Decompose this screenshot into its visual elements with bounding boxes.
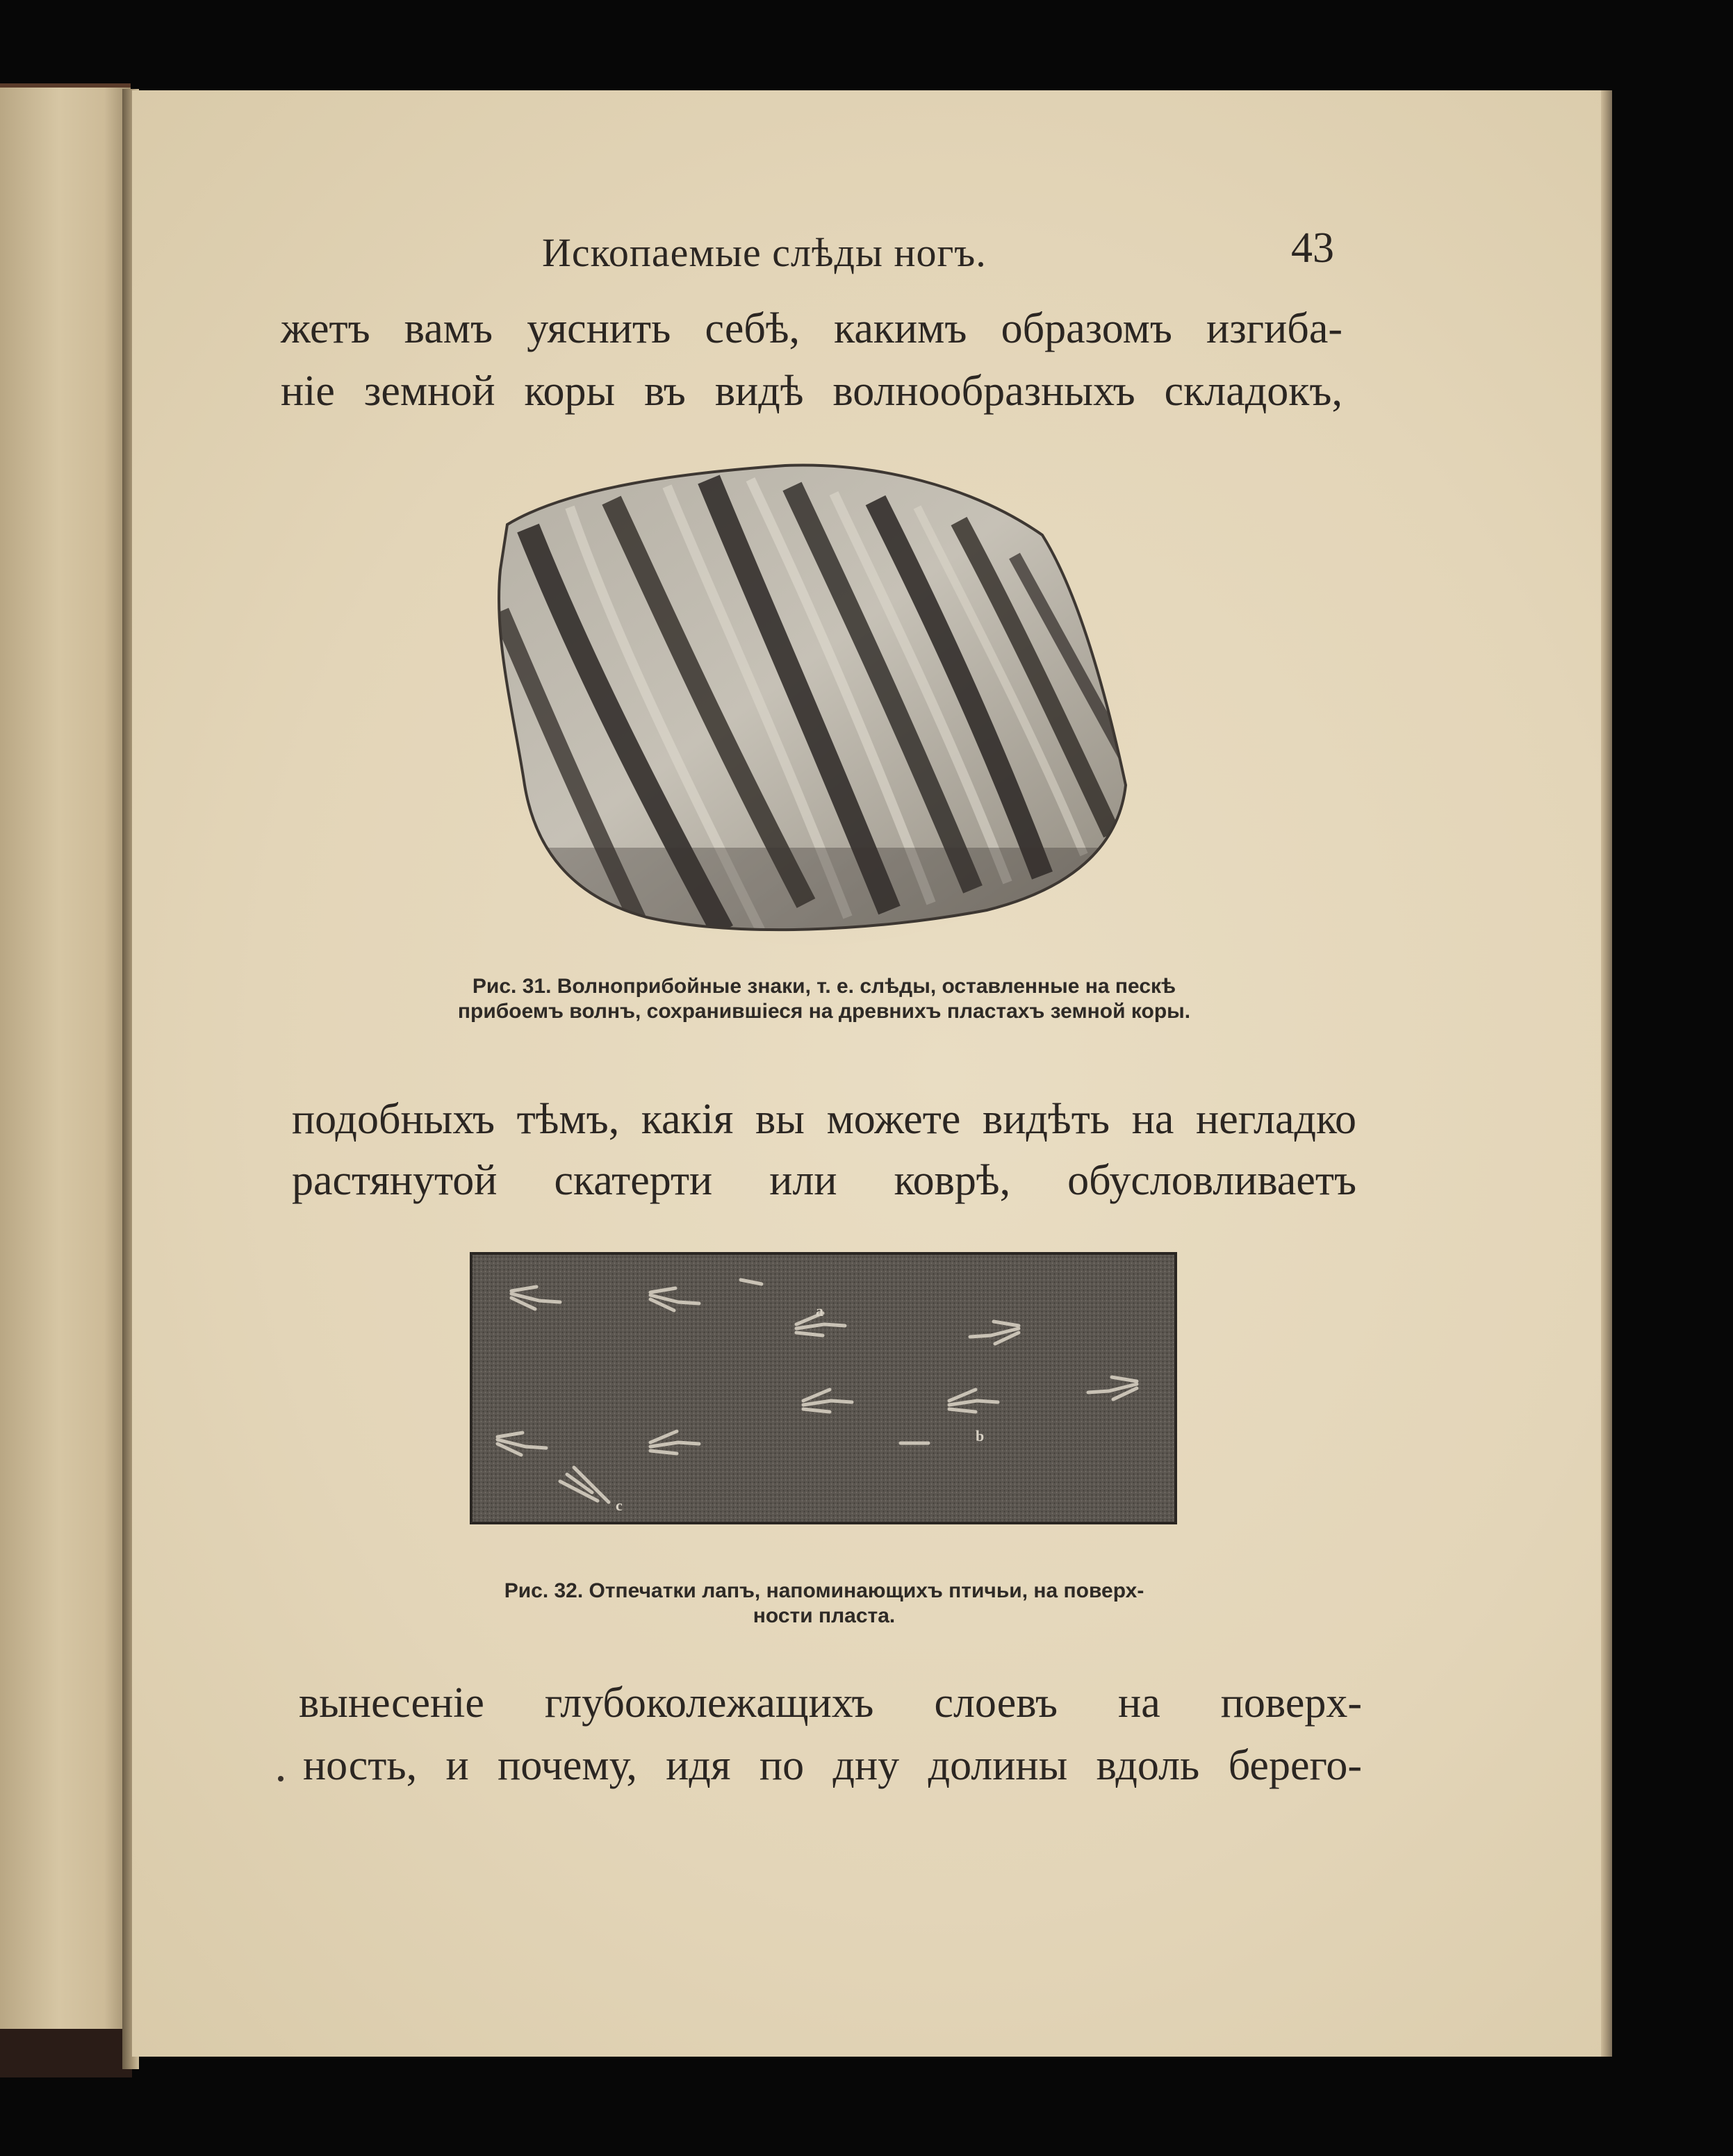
running-head: Ископаемые слѣды ногъ. [542, 230, 987, 275]
figure-31-caption [386, 974, 1262, 1024]
body-text-line: растянутой скатерти или коврѣ, обусловливаетъ [292, 1157, 1356, 1204]
caption-line: прибоемъ волнъ, сохранившіеся на древнихъ пластахъ земной коры. [457, 1000, 1191, 1023]
margin-ink-dot [278, 1776, 284, 1781]
previous-page-edge [0, 83, 131, 2075]
body-text-line: вынесеніе глубоколежащихъ слоевъ на поверх- [299, 1679, 1362, 1727]
page-stack-edge [1601, 90, 1612, 2057]
body-text-line: ніе земной коры въ видѣ волнообразныхъ складокъ, [281, 368, 1342, 415]
body-text-line: жетъ вамъ уяснить себѣ, какимъ образомъ изгиба- [281, 305, 1342, 352]
caption-line: Рис. 32. Отпечатки лапъ, напоминающихъ птичьи, на поверх- [504, 1579, 1144, 1602]
ripple-marked-rock-slab-icon [486, 459, 1153, 945]
figure-32-caption [393, 1579, 1255, 1629]
footprint-label-c: c [616, 1497, 623, 1514]
page-number: 43 [1291, 224, 1334, 272]
caption-line: ности пласта. [753, 1604, 896, 1627]
body-text-line: ность, и почему, идя по дну долины вдоль берего- [303, 1742, 1362, 1789]
book-cover-edge [0, 2029, 132, 2077]
bird-like-footprints-slab-icon [470, 1252, 1177, 1524]
body-text-line: подобныхъ тѣмъ, какія вы можете видѣть на негладко [292, 1096, 1356, 1143]
caption-line: Рис. 31. Волноприбойные знаки, т. е. слѣды, оставленные на пескѣ [472, 975, 1176, 998]
footprint-label-b: b [976, 1427, 985, 1445]
footprint-label-a: a [816, 1302, 823, 1319]
